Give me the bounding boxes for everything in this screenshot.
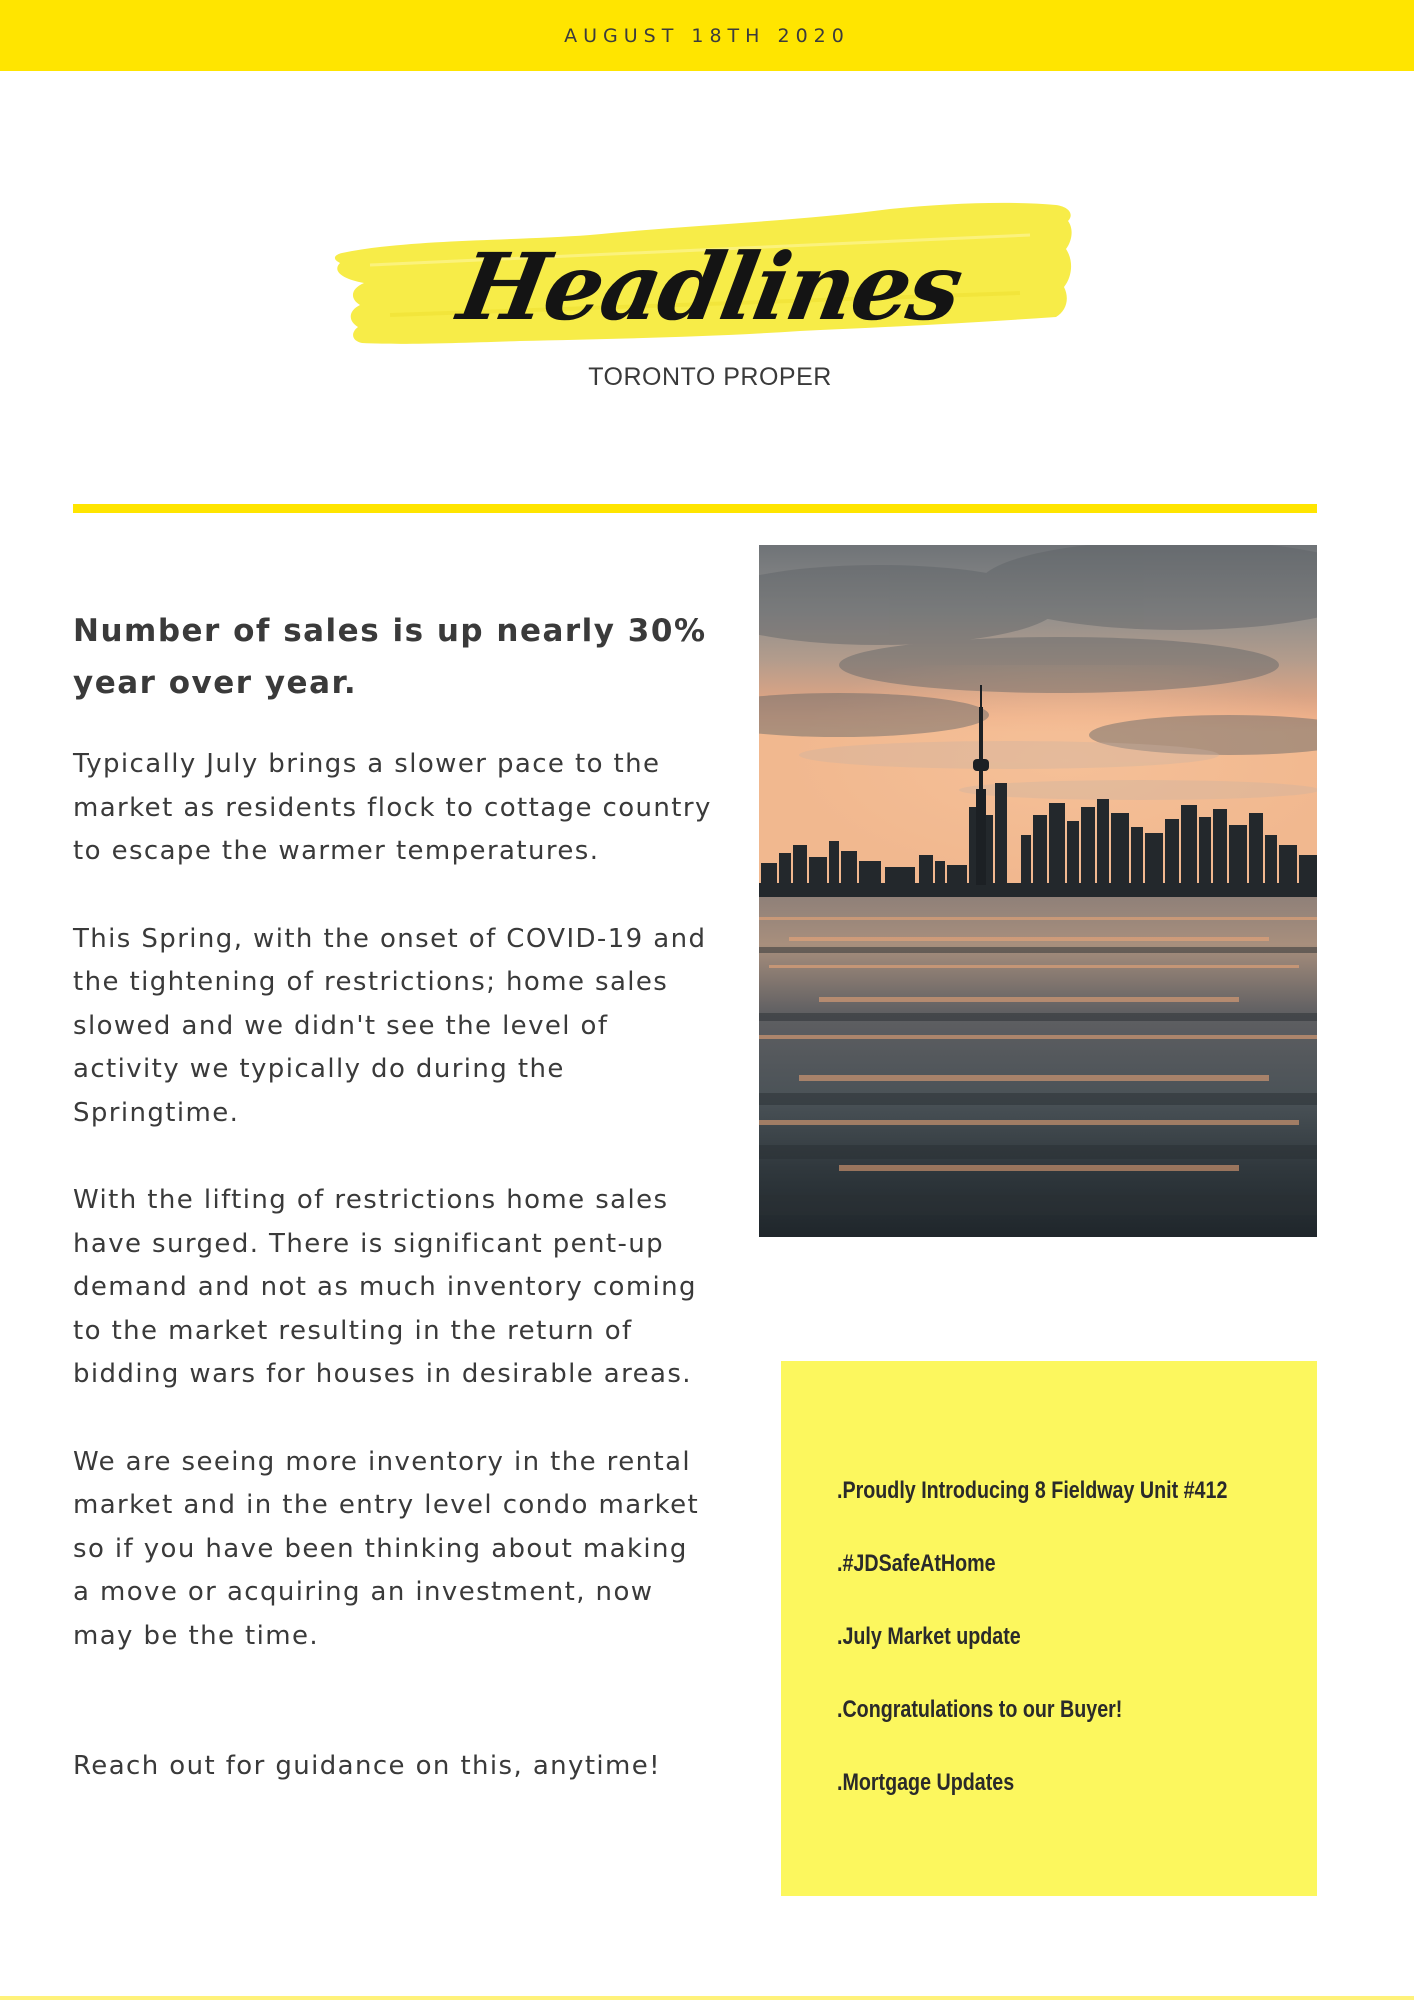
masthead-subtitle: TORONTO PROPER bbox=[588, 363, 832, 391]
paragraph-spacer bbox=[73, 874, 713, 918]
article-paragraph: Typically July brings a slower pace to the market as residents flock to cottage country to escape the warmer temperatures. bbox=[73, 749, 712, 866]
paragraph-spacer bbox=[73, 1135, 713, 1179]
paragraph-spacer bbox=[73, 1658, 713, 1745]
article-closing: Reach out for guidance on this, anytime! bbox=[73, 1751, 661, 1781]
bottom-accent-line bbox=[0, 1996, 1414, 2000]
top-date-bar bbox=[0, 0, 1414, 71]
news-highlights-box bbox=[781, 1361, 1317, 1896]
article-paragraph: We are seeing more inventory in the rental market and in the entry level condo market so if you have been thinking about making a move or acquiring an investment, now may be the time. bbox=[73, 1446, 700, 1651]
news-item-fieldway[interactable]: .Proudly Introducing 8 Fieldway Unit #412 bbox=[837, 1477, 1228, 1504]
article-paragraph: With the lifting of restrictions home sales have surged. There is significant pent-up demand and not as much inventory coming to the market resulting in the return of bidding wars for houses in desirable areas. bbox=[73, 1185, 697, 1389]
article bbox=[73, 605, 713, 1789]
paragraph-spacer bbox=[73, 1397, 713, 1441]
news-item-july-market-update[interactable]: .July Market update bbox=[837, 1623, 1021, 1650]
masthead-title: Headlines bbox=[451, 233, 969, 341]
news-list bbox=[837, 1472, 1277, 1837]
article-paragraph: This Spring, with the onset of COVID-19 and the tightening of restrictions; home sales slowed and we didn't see the level of activity we typically do during the Springtime. bbox=[73, 923, 707, 1128]
news-item-mortgage-updates[interactable]: .Mortgage Updates bbox=[837, 1769, 1015, 1796]
news-item-congratulations-buyer[interactable]: .Congratulations to our Buyer! bbox=[837, 1696, 1123, 1723]
issue-date: AUGUST 18TH 2020 bbox=[564, 24, 850, 47]
article-headline: Number of sales is up nearly 30% year over year. bbox=[73, 613, 707, 701]
news-item-jdsafeathome[interactable]: .#JDSafeAtHome bbox=[837, 1550, 996, 1577]
toronto-skyline-photo bbox=[759, 545, 1317, 1237]
yellow-divider bbox=[73, 504, 1317, 513]
masthead bbox=[330, 195, 1090, 415]
